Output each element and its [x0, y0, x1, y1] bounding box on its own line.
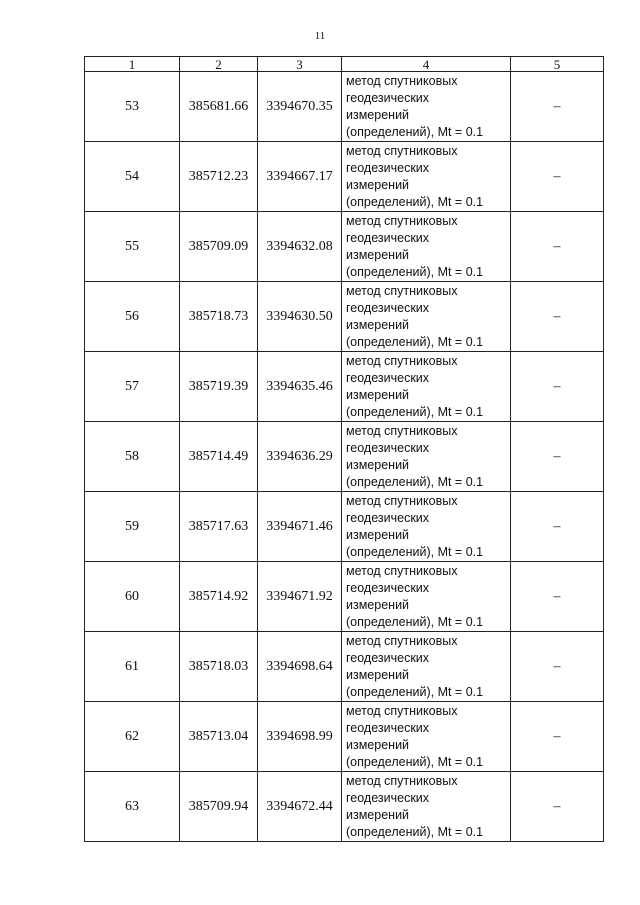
- y-coordinate-cell: 3394632.08: [258, 212, 342, 282]
- column-header: 2: [180, 57, 258, 72]
- method-cell: метод спутниковых геодезических измерений (определений), Mt = 0.1: [342, 72, 511, 142]
- note-cell: –: [511, 142, 604, 212]
- point-number-cell: 60: [85, 562, 180, 632]
- note-cell: –: [511, 72, 604, 142]
- column-header: 5: [511, 57, 604, 72]
- x-coordinate-cell: 385709.09: [180, 212, 258, 282]
- y-coordinate-cell: 3394670.35: [258, 72, 342, 142]
- point-number-cell: 53: [85, 72, 180, 142]
- table-row: [85, 212, 604, 282]
- note-cell: –: [511, 422, 604, 492]
- table-row: [85, 772, 604, 842]
- y-coordinate-cell: 3394671.46: [258, 492, 342, 562]
- note-cell: –: [511, 632, 604, 702]
- note-cell: –: [511, 702, 604, 772]
- point-number-cell: 58: [85, 422, 180, 492]
- note-cell: –: [511, 492, 604, 562]
- table-row: [85, 632, 604, 702]
- method-cell: метод спутниковых геодезических измерений (определений), Mt = 0.1: [342, 562, 511, 632]
- table-row: [85, 492, 604, 562]
- table-row: [85, 282, 604, 352]
- table-header-row: [85, 57, 604, 72]
- column-header: 1: [85, 57, 180, 72]
- note-cell: –: [511, 562, 604, 632]
- x-coordinate-cell: 385714.92: [180, 562, 258, 632]
- note-cell: –: [511, 352, 604, 422]
- point-number-cell: 55: [85, 212, 180, 282]
- method-cell: метод спутниковых геодезических измерений (определений), Mt = 0.1: [342, 352, 511, 422]
- point-number-cell: 56: [85, 282, 180, 352]
- table-row: [85, 422, 604, 492]
- column-header: 4: [342, 57, 511, 72]
- x-coordinate-cell: 385718.03: [180, 632, 258, 702]
- method-cell: метод спутниковых геодезических измерений (определений), Mt = 0.1: [342, 702, 511, 772]
- x-coordinate-cell: 385681.66: [180, 72, 258, 142]
- table-row: [85, 562, 604, 632]
- x-coordinate-cell: 385713.04: [180, 702, 258, 772]
- column-header: 3: [258, 57, 342, 72]
- y-coordinate-cell: 3394667.17: [258, 142, 342, 212]
- y-coordinate-cell: 3394671.92: [258, 562, 342, 632]
- note-cell: –: [511, 772, 604, 842]
- page-number: 11: [314, 30, 326, 42]
- point-number-cell: 63: [85, 772, 180, 842]
- table-body: [85, 72, 604, 842]
- note-cell: –: [511, 212, 604, 282]
- x-coordinate-cell: 385717.63: [180, 492, 258, 562]
- point-number-cell: 61: [85, 632, 180, 702]
- table-row: [85, 72, 604, 142]
- x-coordinate-cell: 385712.23: [180, 142, 258, 212]
- point-number-cell: 54: [85, 142, 180, 212]
- method-cell: метод спутниковых геодезических измерений (определений), Mt = 0.1: [342, 212, 511, 282]
- point-number-cell: 59: [85, 492, 180, 562]
- note-cell: –: [511, 282, 604, 352]
- method-cell: метод спутниковых геодезических измерений (определений), Mt = 0.1: [342, 282, 511, 352]
- y-coordinate-cell: 3394698.64: [258, 632, 342, 702]
- coordinates-table: [84, 56, 604, 842]
- x-coordinate-cell: 385718.73: [180, 282, 258, 352]
- method-cell: метод спутниковых геодезических измерений (определений), Mt = 0.1: [342, 142, 511, 212]
- x-coordinate-cell: 385709.94: [180, 772, 258, 842]
- method-cell: метод спутниковых геодезических измерений (определений), Mt = 0.1: [342, 492, 511, 562]
- point-number-cell: 57: [85, 352, 180, 422]
- x-coordinate-cell: 385719.39: [180, 352, 258, 422]
- table-row: [85, 352, 604, 422]
- x-coordinate-cell: 385714.49: [180, 422, 258, 492]
- method-cell: метод спутниковых геодезических измерений (определений), Mt = 0.1: [342, 422, 511, 492]
- y-coordinate-cell: 3394698.99: [258, 702, 342, 772]
- y-coordinate-cell: 3394635.46: [258, 352, 342, 422]
- y-coordinate-cell: 3394636.29: [258, 422, 342, 492]
- y-coordinate-cell: 3394630.50: [258, 282, 342, 352]
- table-row: [85, 142, 604, 212]
- method-cell: метод спутниковых геодезических измерений (определений), Mt = 0.1: [342, 632, 511, 702]
- point-number-cell: 62: [85, 702, 180, 772]
- method-cell: метод спутниковых геодезических измерений (определений), Mt = 0.1: [342, 772, 511, 842]
- y-coordinate-cell: 3394672.44: [258, 772, 342, 842]
- table-row: [85, 702, 604, 772]
